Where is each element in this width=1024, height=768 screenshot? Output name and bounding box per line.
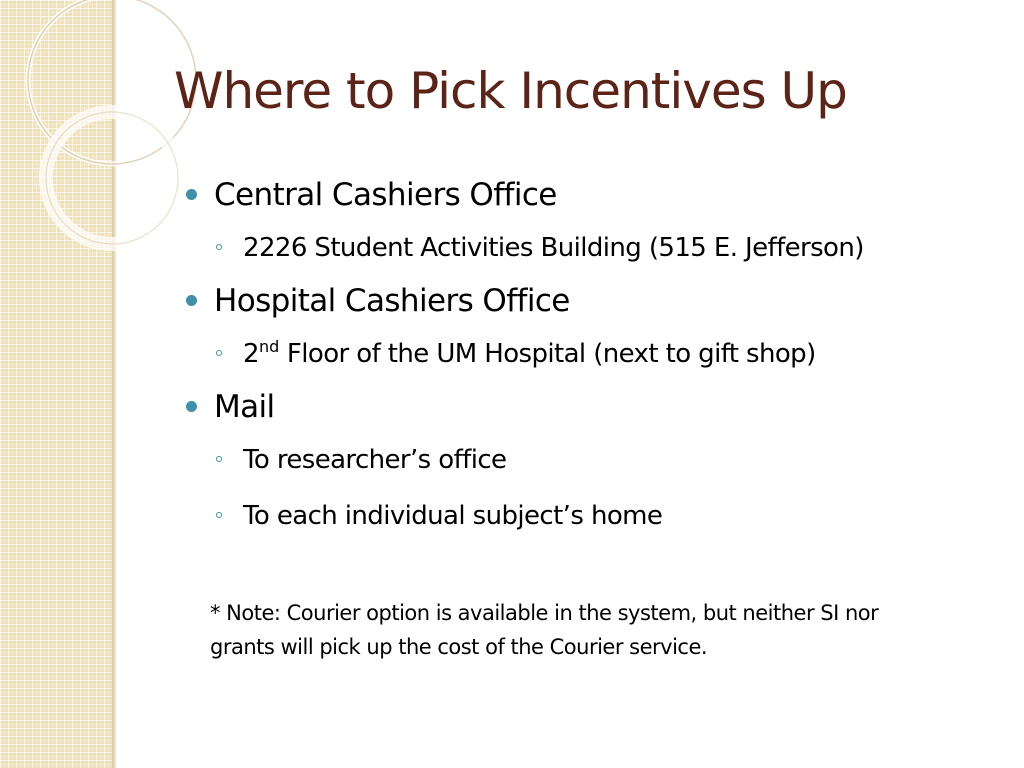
sub-item-subject-home [186, 488, 1006, 544]
list-item-central-cashiers [186, 170, 1006, 220]
bullet-ring-icon [216, 512, 222, 518]
slide-title: Where to Pick Incentives Up [174, 62, 847, 120]
list-item-label: Hospital Cashiers Office [214, 283, 570, 319]
list-item-hospital-cashiers [186, 276, 1006, 326]
sub-item-text: 2226 Student Activities Building (515 E. Jefferson) [243, 233, 864, 263]
sub-item-hospital-location [186, 326, 1006, 382]
bullet-ring-icon [216, 456, 222, 462]
bullet-dot-icon [186, 401, 197, 412]
sub-item-floor-number: 2 [243, 339, 259, 369]
decorative-rings [0, 0, 200, 260]
list-item-label: Central Cashiers Office [214, 177, 557, 213]
bullet-dot-icon [186, 189, 197, 200]
sub-item-central-address [186, 220, 1006, 276]
bullet-list [186, 170, 1006, 544]
note-line: grants will pick up the cost of the Courier service. [210, 635, 708, 659]
bullet-dot-icon [186, 295, 197, 306]
sub-item-researcher-office [186, 432, 1006, 488]
list-item-label: Mail [214, 389, 275, 425]
decorative-ring-small [46, 112, 178, 244]
bullet-ring-icon [216, 350, 222, 356]
list-item-mail [186, 382, 1006, 432]
sub-item-text: To researcher’s office [243, 445, 507, 475]
note-line: * Note: Courier option is available in the system, but neither SI nor [210, 601, 879, 625]
courier-note [210, 596, 1000, 664]
sub-item-text: To each individual subject’s home [243, 501, 663, 531]
bullet-ring-icon [216, 244, 222, 250]
sub-item-ordinal-suffix: nd [258, 337, 280, 356]
sub-item-text: Floor of the UM Hospital (next to gift shop) [279, 339, 816, 369]
